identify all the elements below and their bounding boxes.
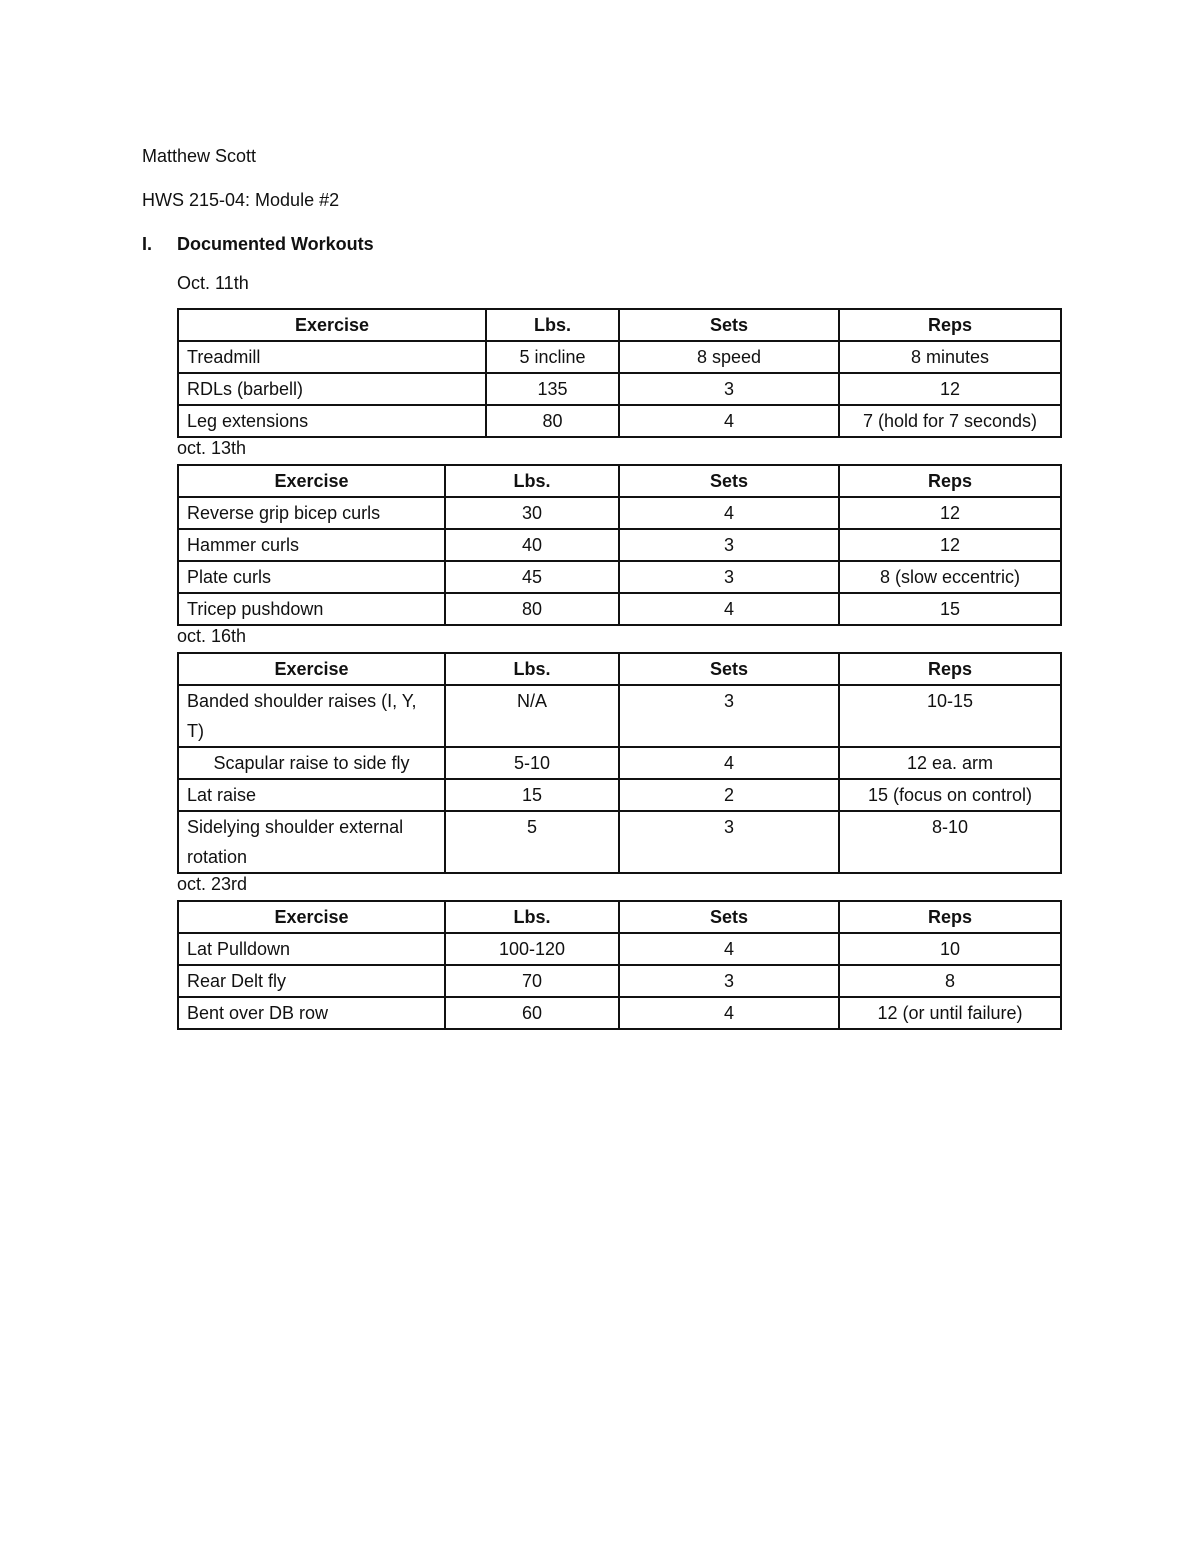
- col-header-exercise: Exercise: [178, 309, 486, 341]
- col-header-sets: Sets: [619, 465, 839, 497]
- reps-cell: 7 (hold for 7 seconds): [839, 405, 1061, 437]
- reps-cell: 8 (slow eccentric): [839, 561, 1061, 593]
- table-header-row: [178, 901, 1061, 933]
- table-row: [178, 529, 1061, 561]
- sets-cell: 3: [619, 965, 839, 997]
- exercise-cell: Scapular raise to side fly: [178, 747, 445, 779]
- sets-cell: 3: [619, 811, 839, 873]
- table-row: [178, 561, 1061, 593]
- lbs-cell: 100-120: [445, 933, 619, 965]
- reps-cell: 12: [839, 497, 1061, 529]
- exercise-cell: RDLs (barbell): [178, 373, 486, 405]
- exercise-cell: Treadmill: [178, 341, 486, 373]
- lbs-cell: 45: [445, 561, 619, 593]
- reps-cell: 12 ea. arm: [839, 747, 1061, 779]
- table-row: [178, 373, 1061, 405]
- col-header-lbs: Lbs.: [486, 309, 619, 341]
- workout-date-2: oct. 13th: [177, 438, 247, 458]
- reps-cell: 12: [839, 373, 1061, 405]
- sets-cell: 3: [619, 685, 839, 747]
- lbs-cell: 5: [445, 811, 619, 873]
- reps-cell: 15 (focus on control): [839, 779, 1061, 811]
- lbs-cell: 15: [445, 779, 619, 811]
- sets-cell: 3: [619, 373, 839, 405]
- table-header-row: [178, 653, 1061, 685]
- section-number: I.: [142, 234, 153, 254]
- lbs-cell: 80: [445, 593, 619, 625]
- lbs-cell: N/A: [445, 685, 619, 747]
- col-header-exercise: Exercise: [178, 653, 445, 685]
- reps-cell: 12 (or until failure): [839, 997, 1061, 1029]
- table-row: [178, 685, 1061, 747]
- table-header-row: [178, 309, 1061, 341]
- reps-cell: 8-10: [839, 811, 1061, 873]
- col-header-lbs: Lbs.: [445, 901, 619, 933]
- col-header-lbs: Lbs.: [445, 653, 619, 685]
- reps-cell: 15: [839, 593, 1061, 625]
- section-title: Documented Workouts: [177, 234, 374, 254]
- sets-cell: 3: [619, 529, 839, 561]
- table-row: [178, 933, 1061, 965]
- col-header-reps: Reps: [839, 309, 1061, 341]
- sets-cell: 4: [619, 747, 839, 779]
- lbs-cell: 70: [445, 965, 619, 997]
- workout-table-4: [177, 900, 1062, 1030]
- exercise-cell: Reverse grip bicep curls: [178, 497, 445, 529]
- sets-cell: 4: [619, 497, 839, 529]
- exercise-cell: Banded shoulder raises (I, Y, T): [178, 685, 445, 747]
- col-header-reps: Reps: [839, 653, 1061, 685]
- lbs-cell: 60: [445, 997, 619, 1029]
- table-row: [178, 997, 1061, 1029]
- col-header-reps: Reps: [839, 901, 1061, 933]
- sets-cell: 4: [619, 997, 839, 1029]
- workout-table-3: [177, 652, 1062, 874]
- table-row: [178, 779, 1061, 811]
- sets-cell: 4: [619, 405, 839, 437]
- table-row: [178, 341, 1061, 373]
- sets-cell: 8 speed: [619, 341, 839, 373]
- col-header-lbs: Lbs.: [445, 465, 619, 497]
- lbs-cell: 40: [445, 529, 619, 561]
- reps-cell: 10: [839, 933, 1061, 965]
- col-header-reps: Reps: [839, 465, 1061, 497]
- reps-cell: 8: [839, 965, 1061, 997]
- col-header-sets: Sets: [619, 309, 839, 341]
- table-header-row: [178, 465, 1061, 497]
- exercise-cell: Lat Pulldown: [178, 933, 445, 965]
- exercise-cell: Rear Delt fly: [178, 965, 445, 997]
- lbs-cell: 30: [445, 497, 619, 529]
- workout-date-3: oct. 16th: [177, 626, 247, 646]
- exercise-cell: Leg extensions: [178, 405, 486, 437]
- sets-cell: 3: [619, 561, 839, 593]
- author-name: Matthew Scott: [142, 146, 257, 166]
- lbs-cell: 5 incline: [486, 341, 619, 373]
- course-title: HWS 215-04: Module #2: [142, 190, 340, 210]
- workout-date-1: Oct. 11th: [177, 273, 249, 293]
- exercise-cell: Lat raise: [178, 779, 445, 811]
- col-header-sets: Sets: [619, 653, 839, 685]
- table-row: [178, 497, 1061, 529]
- table-row: [178, 811, 1061, 873]
- lbs-cell: 135: [486, 373, 619, 405]
- exercise-cell: Sidelying shoulder external rotation: [178, 811, 445, 873]
- reps-cell: 12: [839, 529, 1061, 561]
- exercise-cell: Tricep pushdown: [178, 593, 445, 625]
- reps-cell: 8 minutes: [839, 341, 1061, 373]
- reps-cell: 10-15: [839, 685, 1061, 747]
- table-row: [178, 965, 1061, 997]
- exercise-cell: Plate curls: [178, 561, 445, 593]
- exercise-cell: Hammer curls: [178, 529, 445, 561]
- lbs-cell: 5-10: [445, 747, 619, 779]
- col-header-sets: Sets: [619, 901, 839, 933]
- col-header-exercise: Exercise: [178, 901, 445, 933]
- table-row: [178, 747, 1061, 779]
- workout-table-1: [177, 308, 1062, 438]
- lbs-cell: 80: [486, 405, 619, 437]
- sets-cell: 4: [619, 933, 839, 965]
- table-row: [178, 593, 1061, 625]
- sets-cell: 4: [619, 593, 839, 625]
- exercise-cell: Bent over DB row: [178, 997, 445, 1029]
- workout-table-2: [177, 464, 1062, 626]
- sets-cell: 2: [619, 779, 839, 811]
- workout-date-4: oct. 23rd: [177, 874, 248, 894]
- table-row: [178, 405, 1061, 437]
- col-header-exercise: Exercise: [178, 465, 445, 497]
